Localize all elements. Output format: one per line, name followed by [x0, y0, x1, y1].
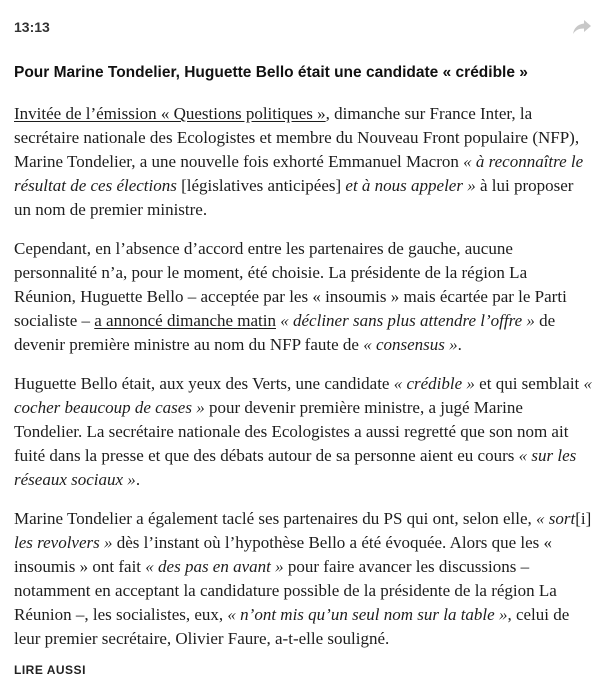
- quote: « cocher beaucoup de cases »: [14, 374, 593, 417]
- paragraph-text: Marine Tondelier a également taclé ses partenaires du PS qui ont, selon elle,: [14, 509, 537, 528]
- paragraph-4: [14, 507, 593, 651]
- quote: et à nous appeler »: [345, 176, 476, 195]
- share-arrow-icon[interactable]: [571, 18, 593, 36]
- paragraph-text: pour faire avancer les discussions – notamment en acceptant la candidature possible de la présidente de la région La Réunion –, les socialistes, eux,: [14, 557, 557, 624]
- post-time: 13:13: [14, 19, 50, 35]
- paragraph-text: pour devenir première ministre, a jugé Marine Tondelier. La secrétaire nationale des Ecologistes a aussi regretté que son nom ait fuité dans la presse et que des débats autour de sa personne aient eu cours: [14, 398, 569, 465]
- post-title: Pour Marine Tondelier, Huguette Bello était une candidate « crédible »: [14, 64, 528, 81]
- quote: « décliner sans plus attendre l’offre »: [280, 311, 535, 330]
- annonce-dimanche-link[interactable]: a annoncé dimanche matin: [94, 311, 276, 330]
- quote: « consensus »: [363, 335, 458, 354]
- lire-aussi-label: LIRE AUSSI: [14, 663, 86, 677]
- paragraph-text: dès l’instant où l’hypothèse Bello a été évoquée. Alors que les « insoumis » ont fait: [14, 533, 553, 576]
- quote: « des pas en avant »: [145, 557, 284, 576]
- paragraph-text: .: [135, 470, 141, 489]
- quote: « sort: [536, 509, 576, 528]
- paragraph-text: Huguette Bello était, aux yeux des Verts, une candidate: [14, 374, 394, 393]
- quote: les revolvers »: [14, 533, 113, 552]
- paragraph-2: [14, 237, 593, 357]
- quote: « à reconnaître le résultat de ces élections: [14, 152, 584, 195]
- paragraph-text: et qui semblait: [474, 374, 584, 393]
- quote: « sur les réseaux sociaux »: [14, 446, 577, 489]
- quote: « crédible »: [393, 374, 475, 393]
- paragraph-text: Cependant, en l’absence d’accord entre les partenaires de gauche, aucune personnalité n’a, pour le moment, été choisie. La présidente de la région La Réunion, Huguette Bello – acceptée par les « insoumis » mais écartée par le Parti socialiste –: [14, 239, 567, 330]
- paragraph-3: [14, 372, 593, 492]
- questions-politiques-link[interactable]: Invitée de l’émission « Questions politiques »: [14, 104, 326, 123]
- paragraph-text: de devenir première ministre au nom du NFP faute de: [14, 311, 556, 354]
- paragraph-text: [i]: [575, 509, 592, 528]
- paragraph-text: , celui de leur premier secrétaire, Olivier Faure, a-t-elle souligné.: [14, 605, 570, 648]
- post-header: [14, 14, 593, 40]
- paragraph-text: à lui proposer un nom de premier ministre.: [14, 176, 574, 219]
- paragraph-text: , dimanche sur France Inter, la secrétaire nationale des Ecologistes et membre du Nouveau Front populaire (NFP), Marine Tondelier, a une nouvelle fois exhorté Emmanuel Macron: [14, 104, 580, 171]
- paragraph-1: [14, 102, 593, 222]
- paragraph-text: .: [457, 335, 462, 354]
- paragraph-text: [législatives anticipées]: [176, 176, 346, 195]
- quote: « n’ont mis qu’un seul nom sur la table »: [227, 605, 508, 624]
